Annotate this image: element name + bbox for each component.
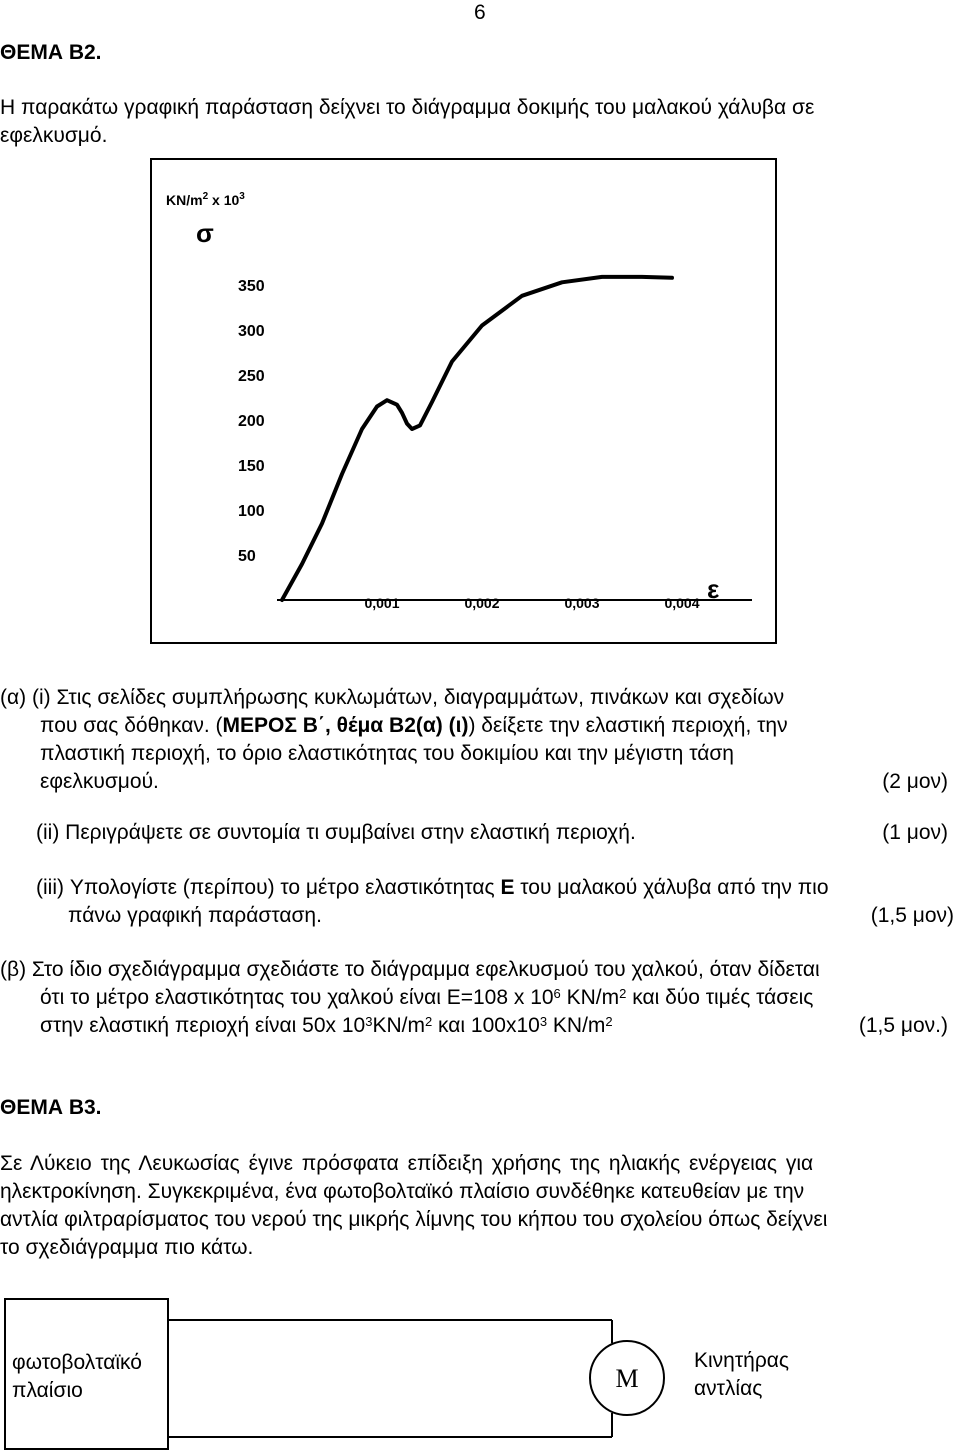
y-tick-label: 350 bbox=[238, 278, 265, 295]
x-axis-symbol: ε bbox=[707, 574, 720, 604]
motor-symbol-letter: M bbox=[615, 1364, 639, 1393]
marks-a-i: (2 μον) bbox=[882, 770, 948, 793]
y-units-label: $KN/m^2$ x $10^3$ bbox=[166, 191, 245, 208]
y-tick-label: 50 bbox=[238, 548, 256, 565]
pv-label-line-2: πλαίσιο bbox=[12, 1379, 83, 1402]
x-tick-label: 0,002 bbox=[464, 595, 500, 611]
marks-a-iii: (1,5 μον) bbox=[870, 904, 954, 927]
section-heading-b2: ΘΕΜΑ Β2. bbox=[0, 41, 102, 64]
question-a-i-line-2: που σας δόθηκαν. (ΜΕΡΟΣ Β΄, θέμα Β2(α) (ι)) δείξετε την ελαστική περιοχή, την bbox=[40, 714, 788, 737]
x-tick-label: 0,003 bbox=[564, 595, 600, 611]
intro-line-1: Η παρακάτω γραφική παράσταση δείχνει το διάγραμμα δοκιμής του μαλακού χάλυβα σε bbox=[0, 96, 815, 119]
y-tick-label: 300 bbox=[238, 323, 265, 340]
x-tick-label: 0,004 bbox=[664, 595, 700, 611]
question-a-iii-line-1: (iii) Υπολογίστε (περίπου) το μέτρο ελαστικότητας Ε του μαλακού χάλυβα από την πιο bbox=[36, 876, 829, 899]
series-line bbox=[282, 277, 672, 600]
y-tick-label: 150 bbox=[238, 458, 265, 475]
chart-canvas bbox=[152, 160, 775, 642]
section-heading-b3: ΘΕΜΑ Β3. bbox=[0, 1096, 102, 1119]
question-b-line-2: ότι το μέτρο ελαστικότητας του χαλκού είναι Ε=108 x $10^6$ $KN/m^2$ και δύο τιμές τάσεις bbox=[40, 986, 814, 1009]
marks-a-ii: (1 μον) bbox=[882, 821, 948, 844]
intro-line-2: εφελκυσμό. bbox=[0, 124, 108, 147]
question-b-line-3: στην ελαστική περιοχή είναι 50x $10^3KN/m^2$ και $100x10^3$ $KN/m^2$ bbox=[40, 1014, 613, 1037]
question-a-iii-line-2: πάνω γραφική παράσταση. bbox=[68, 904, 322, 927]
motor-label-line-1: Κινητήρας bbox=[694, 1349, 790, 1372]
marks-b: (1,5 μον.) bbox=[858, 1014, 948, 1037]
b3-paragraph-line-3: αντλία φιλτραρίσματος του νερού της μικρής λίμνης του κήπου του σχολείου όπως δείχνει bbox=[0, 1208, 828, 1231]
question-a-ii: (ii) Περιγράψετε σε συντομία τι συμβαίνει στην ελαστική περιοχή. bbox=[36, 821, 636, 844]
motor-label-line-2: αντλίας bbox=[694, 1377, 763, 1400]
pv-label-line-1: φωτοβολταϊκό bbox=[12, 1351, 142, 1374]
y-axis-symbol: σ bbox=[196, 218, 214, 248]
b3-paragraph-line-1: Σε Λύκειο της Λευκωσίας έγινε πρόσφατα επίδειξη χρήσης της ηλιακής ενέργειας για bbox=[0, 1152, 814, 1175]
question-b-line-1: (β) Στο ίδιο σχεδιάγραμμα σχεδιάστε το διάγραμμα εφελκυσμού του χαλκού, όταν δίδεται bbox=[0, 958, 820, 981]
b3-paragraph-line-2: ηλεκτροκίνηση. Συγκεκριμένα, ένα φωτοβολταϊκό πλαίσιο συνδέθηκε κατευθείαν με την bbox=[0, 1180, 805, 1203]
stress-strain-chart bbox=[150, 158, 777, 644]
question-a-i-line-1: (α) (i) Στις σελίδες συμπλήρωσης κυκλωμάτων, διαγραμμάτων, πινάκων και σχεδίων bbox=[0, 686, 785, 709]
page-number: 6 bbox=[474, 1, 486, 24]
y-tick-label: 250 bbox=[238, 368, 265, 385]
x-tick-label: 0,001 bbox=[364, 595, 400, 611]
question-a-i-line-3: πλαστική περιοχή, το όριο ελαστικότητας του δοκιμίου και την μέγιστη τάση bbox=[40, 742, 734, 765]
b3-paragraph-line-4: το σχεδιάγραμμα πιο κάτω. bbox=[0, 1236, 254, 1259]
question-a-i-line-4: εφελκυσμού. bbox=[40, 770, 159, 793]
diagram-canvas bbox=[0, 1285, 960, 1455]
y-tick-label: 200 bbox=[238, 413, 265, 430]
y-tick-label: 100 bbox=[238, 503, 265, 520]
